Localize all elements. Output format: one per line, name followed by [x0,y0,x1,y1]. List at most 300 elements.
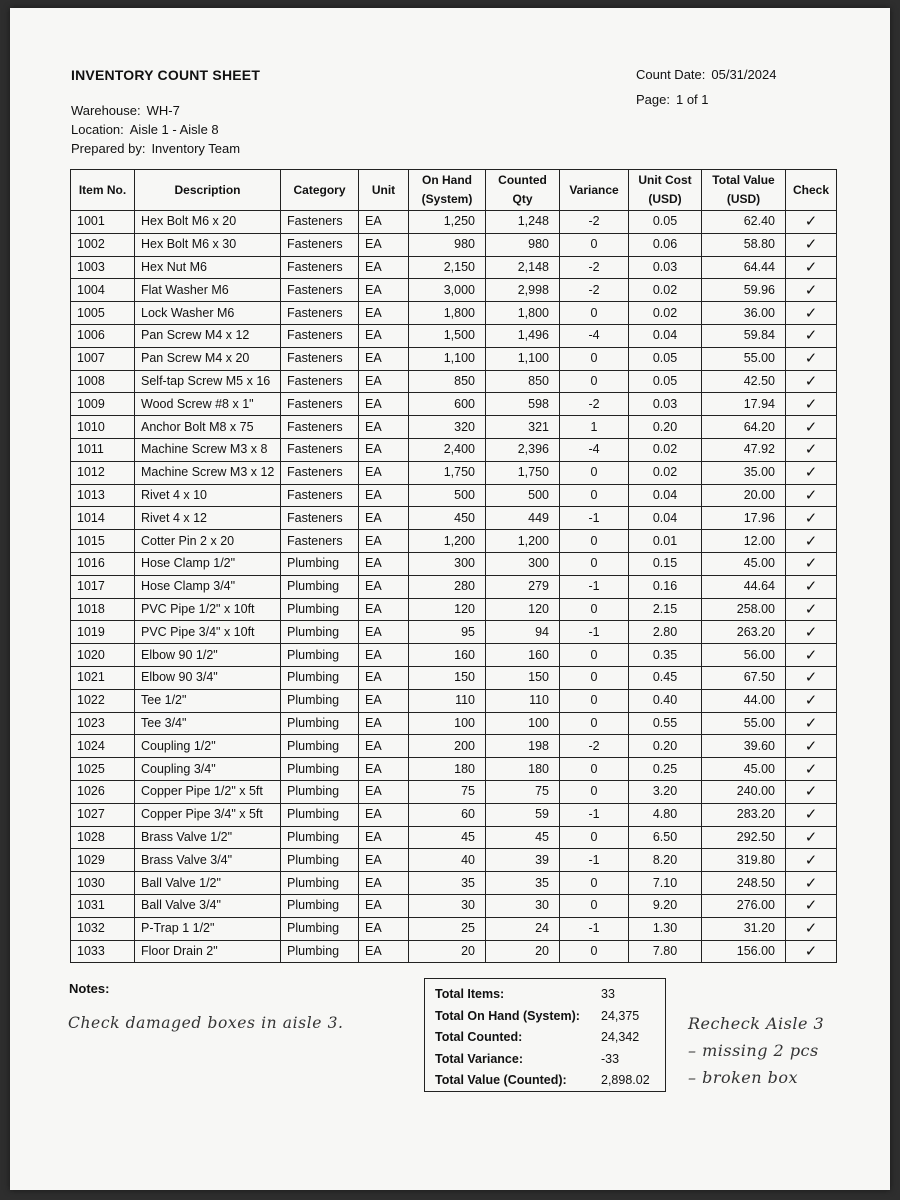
unit-cost-cell: 0.15 [629,552,702,575]
handwritten-note: Check damaged boxes in aisle 3. [68,1014,344,1032]
check-mark-icon: ✓ [786,370,837,393]
category-cell: Plumbing [281,780,359,803]
item-no-cell: 1031 [71,894,135,917]
check-mark-icon: ✓ [786,438,837,461]
total-value-cell: 31.20 [702,917,786,940]
unit-cell: EA [359,712,409,735]
description-cell: Hex Bolt M6 x 20 [135,211,281,234]
prepared-value: Inventory Team [151,141,241,156]
on-hand-cell: 95 [409,621,486,644]
item-no-cell: 1011 [71,438,135,461]
table-row [71,689,837,712]
table-row [71,438,837,461]
total-value-cell: 39.60 [702,735,786,758]
table-row [71,849,837,872]
variance-cell: -1 [560,803,629,826]
category-cell: Plumbing [281,917,359,940]
category-cell: Fasteners [281,461,359,484]
total-value-cell: 67.50 [702,666,786,689]
variance-cell: -2 [560,735,629,758]
counted-cell: 300 [486,552,560,575]
unit-cost-cell: 3.20 [629,780,702,803]
total-value-cell: 292.50 [702,826,786,849]
location-value: Aisle 1 - Aisle 8 [129,122,219,137]
item-no-cell: 1013 [71,484,135,507]
sheet-title: INVENTORY COUNT SHEET [71,67,261,83]
table-row [71,416,837,439]
variance-cell: 0 [560,666,629,689]
column-header-sublabel: (USD) [648,192,682,206]
description-cell: Cotter Pin 2 x 20 [135,530,281,553]
category-cell: Fasteners [281,211,359,234]
total-value-cell: 64.44 [702,256,786,279]
unit-cell: EA [359,666,409,689]
unit-cell: EA [359,917,409,940]
description-cell: P-Trap 1 1/2" [135,917,281,940]
item-no-cell: 1015 [71,530,135,553]
description-cell: Lock Washer M6 [135,302,281,325]
check-mark-icon: ✓ [786,826,837,849]
table-row [71,666,837,689]
unit-cost-cell: 0.05 [629,347,702,370]
notes-label: Notes: [69,981,110,996]
check-mark-icon: ✓ [786,666,837,689]
counted-cell: 598 [486,393,560,416]
item-no-cell: 1023 [71,712,135,735]
description-cell: Machine Screw M3 x 12 [135,461,281,484]
column-header [560,170,629,211]
totals-label: Total On Hand (System): [435,1008,580,1023]
check-mark-icon: ✓ [786,758,837,781]
variance-cell: -2 [560,211,629,234]
counted-cell: 2,396 [486,438,560,461]
total-value-cell: 276.00 [702,894,786,917]
description-cell: Coupling 1/2" [135,735,281,758]
check-mark-icon: ✓ [786,279,837,302]
category-cell: Plumbing [281,712,359,735]
category-cell: Plumbing [281,689,359,712]
prepared-label: Prepared by: [71,141,146,156]
variance-cell: 0 [560,872,629,895]
on-hand-cell: 60 [409,803,486,826]
table-row [71,803,837,826]
table-row [71,484,837,507]
unit-cost-cell: 0.35 [629,644,702,667]
check-mark-icon: ✓ [786,849,837,872]
on-hand-cell: 300 [409,552,486,575]
counted-cell: 1,496 [486,324,560,347]
table-body [71,211,837,963]
on-hand-cell: 75 [409,780,486,803]
location-label: Location: [71,122,124,137]
check-mark-icon: ✓ [786,712,837,735]
unit-cell: EA [359,211,409,234]
on-hand-cell: 20 [409,940,486,963]
category-cell: Fasteners [281,233,359,256]
check-mark-icon: ✓ [786,507,837,530]
item-no-cell: 1014 [71,507,135,530]
total-value-cell: 47.92 [702,438,786,461]
item-no-cell: 1012 [71,461,135,484]
variance-cell: -2 [560,393,629,416]
location-line [71,122,219,137]
totals-row [435,1030,665,1050]
table-row [71,393,837,416]
on-hand-cell: 1,500 [409,324,486,347]
category-cell: Fasteners [281,324,359,347]
variance-cell: 0 [560,644,629,667]
table-row [71,370,837,393]
total-value-cell: 44.64 [702,575,786,598]
category-cell: Plumbing [281,849,359,872]
variance-cell: -2 [560,279,629,302]
category-cell: Plumbing [281,758,359,781]
description-cell: Ball Valve 1/2" [135,872,281,895]
check-mark-icon: ✓ [786,780,837,803]
column-header-label: Total Value [712,173,775,187]
total-value-cell: 319.80 [702,849,786,872]
category-cell: Fasteners [281,438,359,461]
unit-cell: EA [359,940,409,963]
counted-cell: 2,998 [486,279,560,302]
total-value-cell: 35.00 [702,461,786,484]
item-no-cell: 1004 [71,279,135,302]
unit-cell: EA [359,393,409,416]
unit-cell: EA [359,872,409,895]
column-header [359,170,409,211]
description-cell: Elbow 90 1/2" [135,644,281,667]
counted-cell: 100 [486,712,560,735]
variance-cell: 0 [560,712,629,735]
variance-cell: -1 [560,575,629,598]
inventory-table [70,169,837,963]
category-cell: Fasteners [281,416,359,439]
column-header-label: Item No. [78,182,127,197]
variance-cell: 0 [560,552,629,575]
check-mark-icon: ✓ [786,324,837,347]
counted-cell: 24 [486,917,560,940]
counted-cell: 30 [486,894,560,917]
category-cell: Plumbing [281,575,359,598]
item-no-cell: 1027 [71,803,135,826]
column-header [629,170,702,211]
table-row [71,507,837,530]
unit-cell: EA [359,416,409,439]
category-cell: Fasteners [281,393,359,416]
unit-cell: EA [359,302,409,325]
unit-cost-cell: 0.20 [629,416,702,439]
totals-value: 33 [601,987,615,1001]
counted-cell: 980 [486,233,560,256]
table-row [71,575,837,598]
count-date-label: Count Date: [636,67,706,82]
side-note-line: – missing 2 pcs [688,1041,819,1060]
unit-cell: EA [359,552,409,575]
on-hand-cell: 1,750 [409,461,486,484]
column-header [71,170,135,211]
page-value: 1 of 1 [675,92,709,107]
description-cell: Ball Valve 3/4" [135,894,281,917]
totals-label: Total Variance: [435,1051,523,1066]
check-mark-icon: ✓ [786,575,837,598]
on-hand-cell: 3,000 [409,279,486,302]
total-value-cell: 283.20 [702,803,786,826]
unit-cell: EA [359,803,409,826]
total-value-cell: 55.00 [702,347,786,370]
unit-cell: EA [359,324,409,347]
item-no-cell: 1009 [71,393,135,416]
unit-cell: EA [359,758,409,781]
item-no-cell: 1028 [71,826,135,849]
unit-cell: EA [359,894,409,917]
variance-cell: 0 [560,530,629,553]
on-hand-cell: 320 [409,416,486,439]
table-row [71,735,837,758]
on-hand-cell: 45 [409,826,486,849]
item-no-cell: 1024 [71,735,135,758]
description-cell: Coupling 3/4" [135,758,281,781]
variance-cell: 0 [560,780,629,803]
description-cell: Hex Nut M6 [135,256,281,279]
on-hand-cell: 1,100 [409,347,486,370]
check-mark-icon: ✓ [786,461,837,484]
total-value-cell: 58.80 [702,233,786,256]
description-cell: Hose Clamp 1/2" [135,552,281,575]
total-value-cell: 258.00 [702,598,786,621]
table-row [71,917,837,940]
description-cell: Elbow 90 3/4" [135,666,281,689]
table-header-row [71,170,837,211]
table-row [71,780,837,803]
category-cell: Plumbing [281,552,359,575]
category-cell: Fasteners [281,279,359,302]
counted-cell: 35 [486,872,560,895]
item-no-cell: 1026 [71,780,135,803]
table-row [71,894,837,917]
variance-cell: 0 [560,461,629,484]
counted-cell: 110 [486,689,560,712]
category-cell: Plumbing [281,666,359,689]
description-cell: Hose Clamp 3/4" [135,575,281,598]
on-hand-cell: 40 [409,849,486,872]
total-value-cell: 240.00 [702,780,786,803]
column-header-sublabel: Qty [512,192,533,206]
total-value-cell: 56.00 [702,644,786,667]
item-no-cell: 1006 [71,324,135,347]
unit-cost-cell: 0.03 [629,393,702,416]
unit-cost-cell: 2.15 [629,598,702,621]
column-header-label: Counted [498,173,547,187]
unit-cost-cell: 0.20 [629,735,702,758]
table-row [71,211,837,234]
variance-cell: -4 [560,324,629,347]
page-number-line [636,92,709,107]
unit-cost-cell: 6.50 [629,826,702,849]
check-mark-icon: ✓ [786,302,837,325]
unit-cell: EA [359,598,409,621]
category-cell: Plumbing [281,735,359,758]
check-mark-icon: ✓ [786,894,837,917]
total-value-cell: 62.40 [702,211,786,234]
column-header [486,170,560,211]
unit-cost-cell: 0.04 [629,507,702,530]
unit-cell: EA [359,621,409,644]
variance-cell: -1 [560,621,629,644]
page-label: Page: [636,92,670,107]
variance-cell: 0 [560,233,629,256]
table-row [71,347,837,370]
category-cell: Fasteners [281,370,359,393]
check-mark-icon: ✓ [786,552,837,575]
item-no-cell: 1030 [71,872,135,895]
category-cell: Plumbing [281,894,359,917]
unit-cell: EA [359,461,409,484]
side-note-line: Recheck Aisle 3 [688,1014,825,1033]
unit-cell: EA [359,438,409,461]
item-no-cell: 1002 [71,233,135,256]
check-mark-icon: ✓ [786,872,837,895]
unit-cost-cell: 0.02 [629,438,702,461]
on-hand-cell: 980 [409,233,486,256]
category-cell: Plumbing [281,826,359,849]
unit-cost-cell: 0.05 [629,211,702,234]
description-cell: Wood Screw #8 x 1" [135,393,281,416]
unit-cost-cell: 2.80 [629,621,702,644]
total-value-cell: 12.00 [702,530,786,553]
on-hand-cell: 1,200 [409,530,486,553]
unit-cost-cell: 0.04 [629,324,702,347]
table-row [71,598,837,621]
item-no-cell: 1019 [71,621,135,644]
column-header-label: Check [792,182,830,197]
prepared-line [71,141,240,156]
counted-cell: 45 [486,826,560,849]
on-hand-cell: 280 [409,575,486,598]
unit-cell: EA [359,233,409,256]
table-row [71,279,837,302]
unit-cost-cell: 9.20 [629,894,702,917]
description-cell: Pan Screw M4 x 12 [135,324,281,347]
item-no-cell: 1010 [71,416,135,439]
description-cell: Pan Screw M4 x 20 [135,347,281,370]
table-row [71,461,837,484]
table-row [71,256,837,279]
unit-cost-cell: 0.16 [629,575,702,598]
count-date-value: 05/31/2024 [711,67,777,82]
totals-value: -33 [601,1051,620,1066]
on-hand-cell: 160 [409,644,486,667]
category-cell: Fasteners [281,302,359,325]
check-mark-icon: ✓ [786,416,837,439]
unit-cost-cell: 0.02 [629,279,702,302]
check-mark-icon: ✓ [786,917,837,940]
column-header [135,170,281,211]
description-cell: Machine Screw M3 x 8 [135,438,281,461]
counted-cell: 75 [486,780,560,803]
total-value-cell: 17.94 [702,393,786,416]
total-value-cell: 20.00 [702,484,786,507]
check-mark-icon: ✓ [786,211,837,234]
unit-cell: EA [359,530,409,553]
counted-cell: 120 [486,598,560,621]
check-mark-icon: ✓ [786,484,837,507]
category-cell: Plumbing [281,621,359,644]
unit-cost-cell: 0.05 [629,370,702,393]
variance-cell: 0 [560,347,629,370]
description-cell: Brass Valve 1/2" [135,826,281,849]
unit-cell: EA [359,689,409,712]
category-cell: Plumbing [281,598,359,621]
counted-cell: 2,148 [486,256,560,279]
on-hand-cell: 30 [409,894,486,917]
column-header [409,170,486,211]
unit-cost-cell: 8.20 [629,849,702,872]
count-sheet-page [10,8,890,1190]
totals-label: Total Items: [435,987,505,1001]
counted-cell: 20 [486,940,560,963]
unit-cost-cell: 0.03 [629,256,702,279]
check-mark-icon: ✓ [786,803,837,826]
variance-cell: -1 [560,849,629,872]
check-mark-icon: ✓ [786,598,837,621]
description-cell: Anchor Bolt M8 x 75 [135,416,281,439]
unit-cell: EA [359,644,409,667]
table-row [71,644,837,667]
table-row [71,302,837,325]
unit-cost-cell: 0.55 [629,712,702,735]
unit-cell: EA [359,484,409,507]
total-value-cell: 64.20 [702,416,786,439]
counted-cell: 321 [486,416,560,439]
column-header [281,170,359,211]
column-header-sublabel: (System) [421,192,473,206]
unit-cell: EA [359,780,409,803]
unit-cell: EA [359,256,409,279]
item-no-cell: 1033 [71,940,135,963]
item-no-cell: 1020 [71,644,135,667]
description-cell: Tee 1/2" [135,689,281,712]
unit-cost-cell: 1.30 [629,917,702,940]
column-header-label: Variance [569,182,619,197]
total-value-cell: 263.20 [702,621,786,644]
column-header-label: On Hand [422,173,472,187]
on-hand-cell: 2,400 [409,438,486,461]
category-cell: Fasteners [281,484,359,507]
totals-box [424,978,666,1092]
total-value-cell: 44.00 [702,689,786,712]
totals-label: Total Value (Counted): [435,1073,567,1087]
count-date-line [636,67,776,82]
total-value-cell: 59.84 [702,324,786,347]
category-cell: Fasteners [281,507,359,530]
item-no-cell: 1018 [71,598,135,621]
column-header-label: Category [293,182,346,197]
variance-cell: 0 [560,598,629,621]
on-hand-cell: 1,800 [409,302,486,325]
unit-cell: EA [359,575,409,598]
unit-cell: EA [359,735,409,758]
item-no-cell: 1029 [71,849,135,872]
description-cell: Copper Pipe 3/4" x 5ft [135,803,281,826]
unit-cell: EA [359,507,409,530]
column-header-label: Unit [371,182,396,197]
variance-cell: 0 [560,302,629,325]
table-row [71,621,837,644]
description-cell: PVC Pipe 3/4" x 10ft [135,621,281,644]
column-header-label: Description [174,182,241,197]
on-hand-cell: 25 [409,917,486,940]
on-hand-cell: 180 [409,758,486,781]
